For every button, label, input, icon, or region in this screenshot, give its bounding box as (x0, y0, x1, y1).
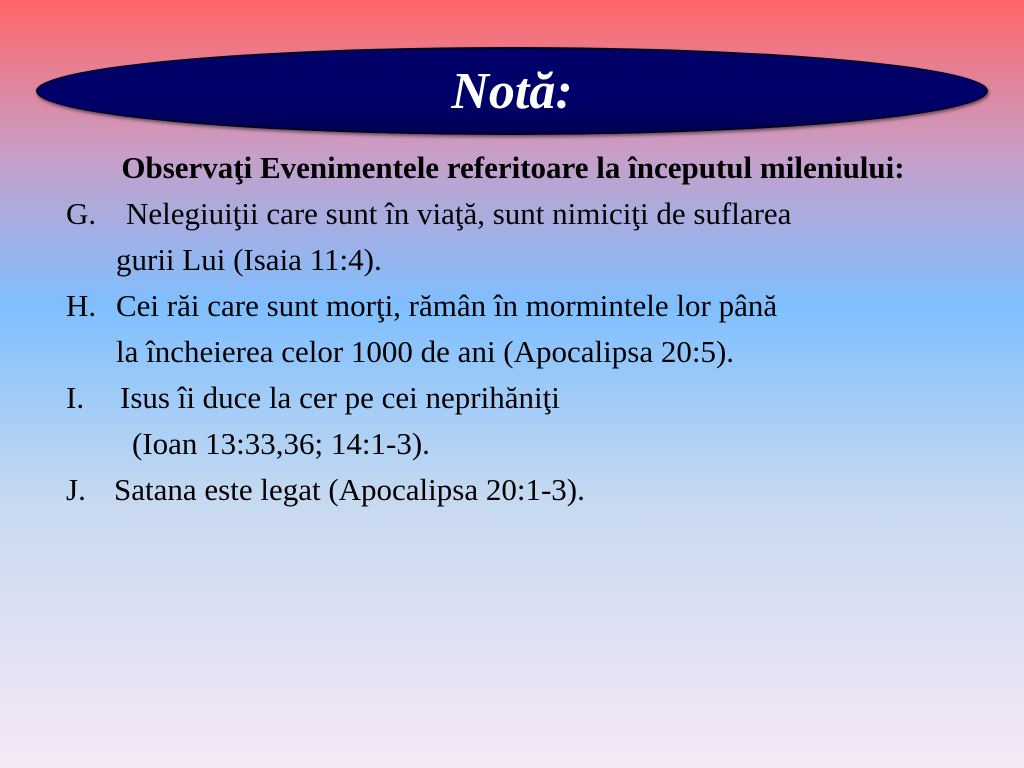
list-item-g (66, 191, 986, 237)
item-continuation: la încheierea celor 1000 de ani (Apocalipsa 20:5). (116, 334, 735, 369)
item-marker: H. (66, 288, 97, 323)
item-marker: I. (66, 380, 85, 415)
item-text: Cei răi care sunt morţi, rămân în mormintele lor până (116, 288, 778, 323)
item-continuation: gurii Lui (Isaia 11:4). (116, 242, 382, 277)
list-item-j (66, 467, 986, 513)
item-text: Nelegiuiţii care sunt în viaţă, sunt nimiciţi de suflarea (126, 196, 792, 231)
item-marker: J. (66, 472, 86, 507)
item-text: Isus îi duce la cer pe cei neprihăniţi (120, 380, 560, 415)
slide-subtitle: Observaţi Evenimentele referitoare la începutul mileniului: (121, 150, 905, 185)
item-continuation: (Ioan 13:33,36; 14:1-3). (132, 426, 430, 461)
list-item-i (66, 375, 986, 421)
list-item-h (66, 283, 986, 329)
slide-title: Notă: (451, 63, 573, 120)
item-text: Satana este legat (Apocalipsa 20:1-3). (114, 472, 585, 507)
item-marker: G. (66, 196, 97, 231)
slide-body (66, 145, 986, 513)
